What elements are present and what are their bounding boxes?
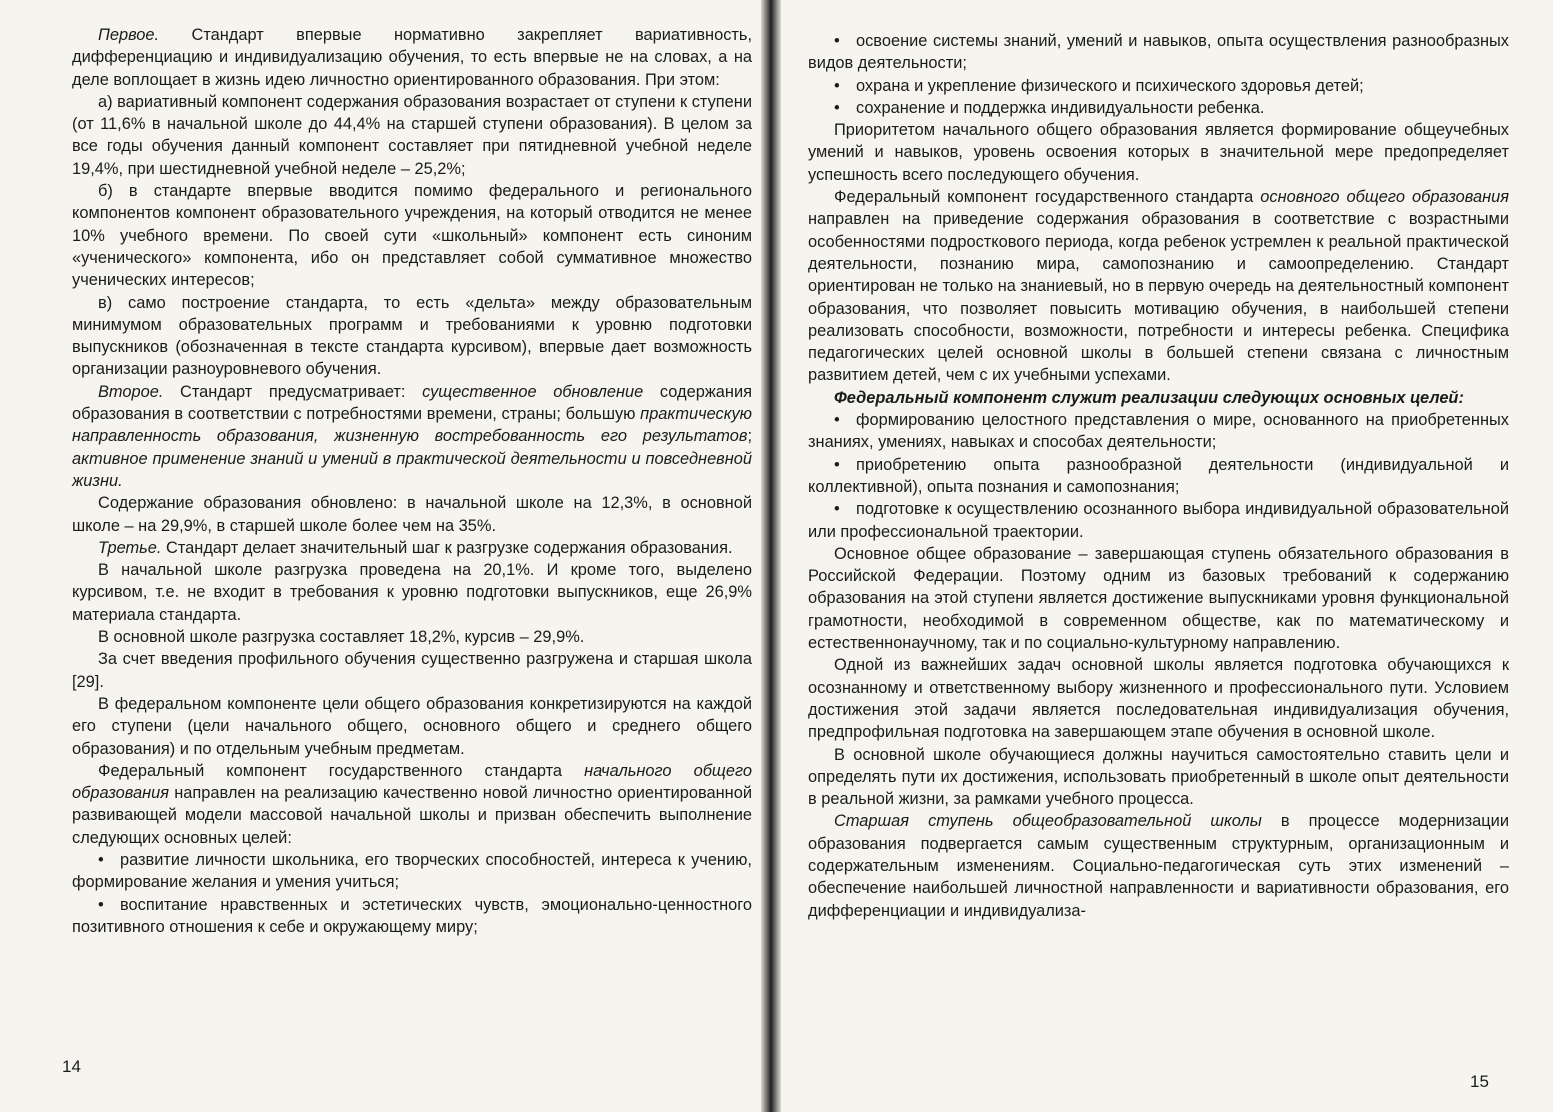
paragraph: За счет введения профильного обучения существенно разгружена и старшая школа [29]. [72, 650, 752, 691]
bullet-item: • формированию целостного представления о мире, основанного на приобретенных знаниях, умениях, навыках и способах деятельности; [808, 411, 1509, 452]
paragraph: Основное общее образование – завершающая ступень обязательного образования в Российской Федерации. Поэтому одним из базовых требований к содержанию образования на этой ступени является достижение выпускниками уровня функциональной грамотности, необходимой в современном обществе, как по математическому и естественнонаучному, так и по социально-культурному направлению. [808, 544, 1509, 653]
page-number: 15 [1470, 1072, 1489, 1091]
bullet-icon: • [834, 98, 840, 117]
paragraph: В основной школе обучающиеся должны научиться самостоятельно ставить цели и определять пути их достижения, использовать приобретенный в школе опыт деятельности в реальной жизни, за рамками учебного процесса. [808, 745, 1509, 809]
bullet-icon: • [834, 455, 840, 474]
left-page [0, 0, 770, 1112]
paragraph: Федеральный компонент государственного стандарта основного общего образования направлен на приведение содержания образования в соответствие с возрастными особенностями подросткового периода, когда ребенок устремлен к реальной практической деятельности, познанию мира, самопознанию и самоопределению. Стандарт ориентирован не только на знаниевый, но в первую очередь на деятельностный компонент образования, что позволяет повысить мотивацию обучения, в наибольшей степени реализовать способности, возможности, потребности и интересы ребенка. Специфика педагогических целей основной школы в большей степени связана с личностным развитием детей, чем с их учебными успехами. [808, 188, 1509, 385]
bullet-icon: • [834, 411, 840, 430]
paragraph: В начальной школе разгрузка проведена на 20,1%. И кроме того, выделено курсивом, т.е. не входит в требования к уровню подготовки выпускников, еще 26,9% материала стандарта. [72, 561, 752, 624]
bullet-item: • воспитание нравственных и эстетических чувств, эмоционально-ценностного позитивного отношения к себе и окружающему миру; [72, 895, 752, 936]
bullet-icon: • [834, 76, 840, 95]
paragraph: Содержание образования обновлено: в начальной школе на 12,3%, в основной школе – на 29,9%, в старшей школе более чем на 35%. [72, 494, 752, 535]
bullet-item: • сохранение и поддержка индивидуальности ребенка. [808, 97, 1509, 119]
right-page-text [808, 30, 1509, 922]
bullet-item: • развитие личности школьника, его творческих способностей, интереса к учению, формирование желания и умения учиться; [72, 850, 752, 892]
left-page-text [72, 24, 752, 938]
bullet-item: • приобретению опыта разнообразной деятельности (индивидуальной и коллективной), опыта познания и самопознания; [808, 455, 1509, 496]
paragraph: в) само построение стандарта, то есть «дельта» между образовательным минимумом образовательных программ и требованиями к уровню подготовки выпускников (обозначенная в тексте стандарта курсивом), впервые дает возможность организации разноуровневого обучения. [72, 293, 752, 379]
paragraph: Первое. Стандарт впервые нормативно закрепляет вариативность, дифференциацию и индивидуализацию обучения, то есть впервые не на словах, а на деле воплощает в жизнь идею личностно ориентированного образования. При этом: [72, 26, 752, 89]
bullet-item: • охрана и укрепление физического и психического здоровья детей; [808, 75, 1509, 97]
bullet-icon: • [834, 32, 840, 50]
bullet-item: • подготовке к осуществлению осознанного выбора индивидуальной образовательной или профессиональной траектории. [808, 500, 1509, 541]
bullet-icon: • [834, 500, 840, 519]
paragraph: Одной из важнейших задач основной школы является подготовка обучающихся к осознанному и ответственному выбору жизненного и профессионального пути. Условием достижения этой задачи является последовательная индивидуализация обучения, предпрофильная подготовка на завершающем этапе обучения в основной школе. [808, 656, 1509, 742]
bullet-icon: • [98, 850, 104, 869]
paragraph: В федеральном компоненте цели общего образования конкретизируются на каждой его ступени (цели начального общего, основного общего и среднего общего образования) и по отдельным учебным предметам. [72, 694, 752, 758]
paragraph: В основной школе разгрузка составляет 18,2%, курсив – 29,9%. [98, 628, 585, 647]
page-number: 14 [62, 1057, 81, 1076]
bullet-icon: • [98, 895, 104, 914]
paragraph: Федеральный компонент служит реализации следующих основных целей: [834, 388, 1464, 407]
paragraph: б) в стандарте впервые вводится помимо федерального и регионального компонентов компонент образовательного учреждения, на который отводится не менее 10% учебного времени. По своей сути «школьный» компонент есть синоним «ученического» компонента, ибо он представляет собой суммативное множество ученических интересов; [72, 182, 752, 290]
paragraph: Второе. Стандарт предусматривает: существенное обновление содержания образования в соответствии с потребностями времени, страны; большую практическую направленность образования, жизненную востребованность его результатов; активное применение знаний и умений в практической деятельности и повседневной жизни. [72, 382, 752, 490]
book-gutter [761, 0, 781, 1112]
paragraph: Федеральный компонент государственного стандарта начального общего образования направлен на реализацию качественно новой личностно ориентированной развивающей модели массовой начальной школы и призван обеспечить выполнение следующих основных целей: [72, 761, 753, 847]
paragraph: Старшая ступень общеобразовательной школы в процессе модернизации образования подвергается самым существенным структурным, организационным и содержательным изменениям. Социально-педагогическая суть этих изменений – обеспечение наибольшей личностной направленности и вариативности образования, его дифференциации и индивидуализа- [808, 812, 1509, 920]
right-page [780, 0, 1553, 1112]
paragraph: Приоритетом начального общего образования является формирование общеучебных умений и навыков, уровень освоения которых в значительной мере предопределяет успешность всего последующего обучения. [808, 121, 1509, 184]
paragraph: а) вариативный компонент содержания образования возрастает от ступени к ступени (от 11,6% в начальной школе до 44,4% на старшей ступени образования). В целом за все годы обучения данный компонент составляет при пятидневной учебной неделе 19,4%, при шестидневной учебной неделе – 25,2%; [72, 92, 752, 178]
paragraph: Третье. Стандарт делает значительный шаг к разгрузке содержания образования. [98, 538, 733, 557]
bullet-item: • освоение системы знаний, умений и навыков, опыта осуществления разнообразных видов деятельности; [808, 32, 1509, 73]
